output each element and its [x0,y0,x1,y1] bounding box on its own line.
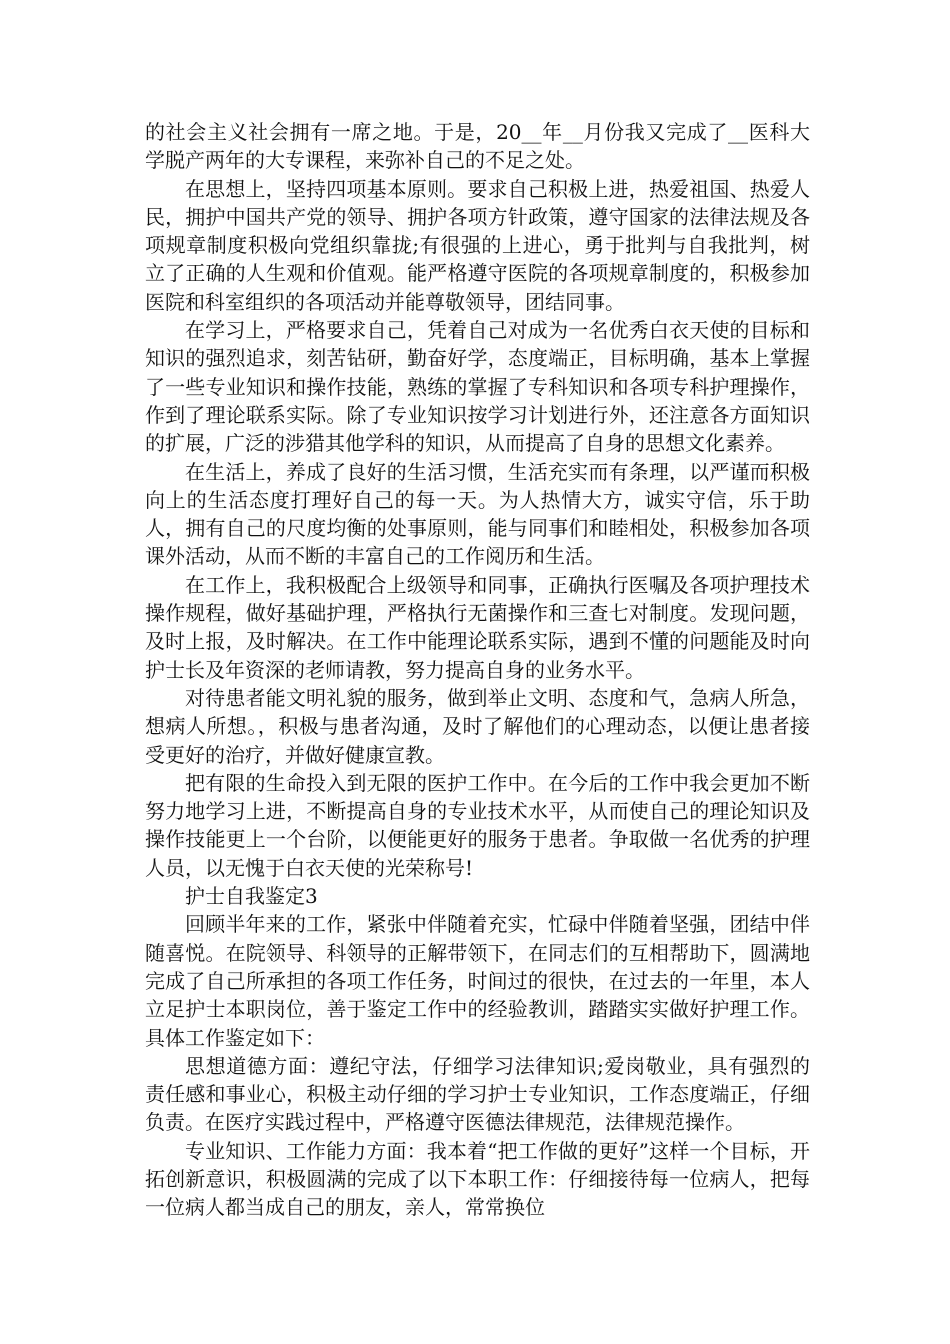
paragraph-study: 在学习上，严格要求自己，凭着自己对成为一名优秀白衣天使的目标和知识的强烈追求，刻苦钻研，勤奋好学，态度端正，目标明确，基本上掌握了一些专业知识和操作技能，熟练的掌握了专科知识和各项专科护理操作，作到了理论联系实际。除了专业知识按学习计划进行外，还注意各方面知识的扩展，广泛的涉猎其他学科的知识，从而提高了自身的思想文化素养。 [145,318,810,456]
document-body [145,118,810,1222]
paragraph-ideology: 在思想上，坚持四项基本原则。要求自己积极上进，热爱祖国、热爱人民，拥护中国共产党的领导、拥护各项方针政策，遵守国家的法律法规及各项规章制度积极向党组织靠拢;有很强的上进心，勇于批判与自我批判，树立了正确的人生观和价值观。能严格遵守医院的各项规章制度的，积极参加医院和科室组织的各项活动并能尊敬领导，团结同事。 [145,176,810,314]
section-heading: 护士自我鉴定3 [185,884,318,909]
paragraph-patients: 对待患者能文明礼貌的服务，做到举止文明、态度和气，急病人所急，想病人所想。，积极与患者沟通，及时了解他们的心理动态，以便让患者接受更好的治疗，并做好健康宣教。 [145,685,810,767]
paragraph-continuation: 的社会主义社会拥有一席之地。于是，20__年__月份我又完成了__医科大学脱产两年的大专课程，来弥补自己的不足之处。 [145,120,810,173]
paragraph-work: 在工作上，我积极配合上级领导和同事，正确执行医嘱及各项护理技术操作规程，做好基础护理，严格执行无菌操作和三查七对制度。发现问题，及时上报，及时解决。在工作中能理论联系实际，遇到不懂的问题能及时向护士长及年资深的老师请教，努力提高自身的业务水平。 [145,572,810,682]
paragraph-life: 在生活上，养成了良好的生活习惯，生活充实而有条理，以严谨而积极向上的生活态度打理好自己的每一天。为人热情大方，诚实守信，乐于助人，拥有自己的尺度均衡的处事原则，能与同事们和睦相处，积极参加各项课外活动，从而不断的丰富自己的工作阅历和生活。 [145,459,810,569]
paragraph-future: 把有限的生命投入到无限的医护工作中。在今后的工作中我会更加不断努力地学习上进，不断提高自身的专业技术水平，从而使自己的理论知识及操作技能更上一个台阶，以便能更好的服务于患者。争取做一名优秀的护理人员，以无愧于白衣天使的光荣称号! [145,770,810,880]
paragraph-review: 回顾半年来的工作，紧张中伴随着充实，忙碌中伴随着坚强，团结中伴随喜悦。在院领导、科领导的正解带领下，在同志们的互相帮助下，圆满地完成了自己所承担的各项工作任务，时间过的很快，在过去的一年里，本人立足护士本职岗位，善于鉴定工作中的经验教训，踏踏实实做好护理工作。具体工作鉴定如下： [145,912,810,1050]
paragraph-morality: 思想道德方面：遵纪守法，仔细学习法律知识;爱岗敬业，具有强烈的责任感和事业心，积极主动仔细的学习护士专业知识，工作态度端正，仔细负责。在医疗实践过程中，严格遵守医德法律规范，法律规范操作。 [145,1053,810,1135]
paragraph-professional: 专业知识、工作能力方面：我本着“把工作做的更好”这样一个目标，开拓创新意识，积极圆满的完成了以下本职工作：仔细接待每一位病人，把每一位病人都当成自己的朋友，亲人，常常换位 [145,1138,810,1220]
